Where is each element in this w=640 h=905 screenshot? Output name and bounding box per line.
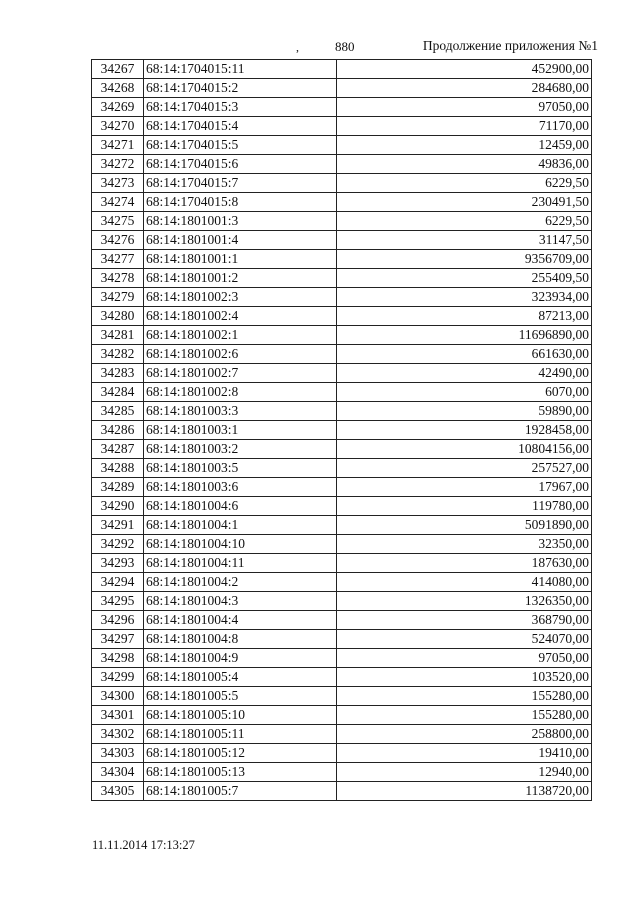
table-row <box>92 478 592 497</box>
row-number: 34300 <box>92 687 144 706</box>
row-number: 34291 <box>92 516 144 535</box>
cadastral-value: 1326350,00 <box>337 592 592 611</box>
table-row <box>92 630 592 649</box>
cadastral-number: 68:14:1801002:8 <box>144 383 337 402</box>
cadastral-number: 68:14:1801002:7 <box>144 364 337 383</box>
cadastral-value: 230491,50 <box>337 193 592 212</box>
row-number: 34285 <box>92 402 144 421</box>
table-row <box>92 136 592 155</box>
row-number: 34305 <box>92 782 144 801</box>
cadastral-number: 68:14:1801001:3 <box>144 212 337 231</box>
cadastral-number: 68:14:1704015:6 <box>144 155 337 174</box>
cadastral-number: 68:14:1801004:2 <box>144 573 337 592</box>
cadastral-number: 68:14:1801001:2 <box>144 269 337 288</box>
row-number: 34303 <box>92 744 144 763</box>
row-number: 34278 <box>92 269 144 288</box>
cadastral-number: 68:14:1801003:3 <box>144 402 337 421</box>
cadastral-value: 11696890,00 <box>337 326 592 345</box>
row-number: 34298 <box>92 649 144 668</box>
row-number: 34284 <box>92 383 144 402</box>
table-row <box>92 345 592 364</box>
table-row <box>92 326 592 345</box>
cadastral-number: 68:14:1801005:10 <box>144 706 337 725</box>
row-number: 34288 <box>92 459 144 478</box>
cadastral-number: 68:14:1801005:5 <box>144 687 337 706</box>
cadastral-value: 452900,00 <box>337 60 592 79</box>
table-row <box>92 535 592 554</box>
table-row <box>92 98 592 117</box>
table-row <box>92 174 592 193</box>
cadastral-value: 5091890,00 <box>337 516 592 535</box>
page-number: 880 <box>335 39 355 54</box>
table-row <box>92 269 592 288</box>
table-body <box>92 60 592 801</box>
cadastral-value: 284680,00 <box>337 79 592 98</box>
row-number: 34299 <box>92 668 144 687</box>
cadastral-number: 68:14:1801001:4 <box>144 231 337 250</box>
print-timestamp: 11.11.2014 17:13:27 <box>92 838 195 852</box>
cadastral-number: 68:14:1704015:5 <box>144 136 337 155</box>
cadastral-value: 10804156,00 <box>337 440 592 459</box>
cadastral-value: 6229,50 <box>337 174 592 193</box>
row-number: 34295 <box>92 592 144 611</box>
cadastral-number: 68:14:1801002:4 <box>144 307 337 326</box>
row-number: 34277 <box>92 250 144 269</box>
row-number: 34304 <box>92 763 144 782</box>
row-number: 34282 <box>92 345 144 364</box>
cadastral-value: 31147,50 <box>337 231 592 250</box>
row-number: 34287 <box>92 440 144 459</box>
row-number: 34267 <box>92 60 144 79</box>
table-row <box>92 193 592 212</box>
table-row <box>92 79 592 98</box>
cadastral-value: 368790,00 <box>337 611 592 630</box>
cadastral-number: 68:14:1704015:4 <box>144 117 337 136</box>
cadastral-value: 17967,00 <box>337 478 592 497</box>
table-row <box>92 611 592 630</box>
cadastral-number: 68:14:1801003:1 <box>144 421 337 440</box>
table-row <box>92 231 592 250</box>
cadastral-number: 68:14:1801005:12 <box>144 744 337 763</box>
cadastral-number: 68:14:1704015:7 <box>144 174 337 193</box>
table-row <box>92 60 592 79</box>
cadastral-number: 68:14:1801004:8 <box>144 630 337 649</box>
cadastral-value: 12940,00 <box>337 763 592 782</box>
row-number: 34292 <box>92 535 144 554</box>
cadastral-number: 68:14:1801003:5 <box>144 459 337 478</box>
table-row <box>92 212 592 231</box>
cadastral-value: 258800,00 <box>337 725 592 744</box>
cadastral-value: 6070,00 <box>337 383 592 402</box>
row-number: 34273 <box>92 174 144 193</box>
cadastral-value: 12459,00 <box>337 136 592 155</box>
cadastral-value: 155280,00 <box>337 687 592 706</box>
cadastral-number: 68:14:1801004:10 <box>144 535 337 554</box>
row-number: 34268 <box>92 79 144 98</box>
table-row <box>92 307 592 326</box>
table-row <box>92 117 592 136</box>
row-number: 34279 <box>92 288 144 307</box>
cadastral-number: 68:14:1704015:8 <box>144 193 337 212</box>
cadastral-value: 19410,00 <box>337 744 592 763</box>
cadastral-value: 32350,00 <box>337 535 592 554</box>
row-number: 34297 <box>92 630 144 649</box>
cadastral-value: 9356709,00 <box>337 250 592 269</box>
row-number: 34290 <box>92 497 144 516</box>
table-row <box>92 725 592 744</box>
row-number: 34275 <box>92 212 144 231</box>
cadastral-number: 68:14:1801002:1 <box>144 326 337 345</box>
cadastral-value: 103520,00 <box>337 668 592 687</box>
cadastral-value: 524070,00 <box>337 630 592 649</box>
cadastral-value: 71170,00 <box>337 117 592 136</box>
cadastral-number: 68:14:1801004:11 <box>144 554 337 573</box>
cadastral-number: 68:14:1801003:2 <box>144 440 337 459</box>
table-row <box>92 383 592 402</box>
row-number: 34270 <box>92 117 144 136</box>
row-number: 34294 <box>92 573 144 592</box>
cadastral-number: 68:14:1801005:4 <box>144 668 337 687</box>
cadastral-value: 49836,00 <box>337 155 592 174</box>
table-row <box>92 440 592 459</box>
row-number: 34269 <box>92 98 144 117</box>
cadastral-value-table <box>91 59 592 801</box>
row-number: 34274 <box>92 193 144 212</box>
cadastral-value: 87213,00 <box>337 307 592 326</box>
appendix-continuation-note: Продолжение приложения №1 <box>422 38 598 53</box>
cadastral-number: 68:14:1704015:3 <box>144 98 337 117</box>
row-number: 34286 <box>92 421 144 440</box>
table-row <box>92 250 592 269</box>
cadastral-number: 68:14:1801004:1 <box>144 516 337 535</box>
cadastral-value: 59890,00 <box>337 402 592 421</box>
table-row <box>92 288 592 307</box>
table-row <box>92 497 592 516</box>
cadastral-value: 187630,00 <box>337 554 592 573</box>
table-row <box>92 592 592 611</box>
row-number: 34271 <box>92 136 144 155</box>
row-number: 34302 <box>92 725 144 744</box>
table-row <box>92 706 592 725</box>
table-row <box>92 516 592 535</box>
row-number: 34281 <box>92 326 144 345</box>
cadastral-number: 68:14:1801005:7 <box>144 782 337 801</box>
cadastral-number: 68:14:1801003:6 <box>144 478 337 497</box>
table-row <box>92 364 592 383</box>
table-row <box>92 573 592 592</box>
row-number: 34293 <box>92 554 144 573</box>
table-row <box>92 668 592 687</box>
stray-mark: , <box>296 40 299 54</box>
table-row <box>92 554 592 573</box>
row-number: 34301 <box>92 706 144 725</box>
cadastral-value: 414080,00 <box>337 573 592 592</box>
cadastral-number: 68:14:1801005:13 <box>144 763 337 782</box>
row-number: 34296 <box>92 611 144 630</box>
cadastral-value: 97050,00 <box>337 649 592 668</box>
cadastral-value: 255409,50 <box>337 269 592 288</box>
cadastral-value: 1928458,00 <box>337 421 592 440</box>
cadastral-number: 68:14:1801002:3 <box>144 288 337 307</box>
cadastral-number: 68:14:1801002:6 <box>144 345 337 364</box>
table-row <box>92 421 592 440</box>
cadastral-value: 323934,00 <box>337 288 592 307</box>
table-row <box>92 459 592 478</box>
row-number: 34276 <box>92 231 144 250</box>
table-row <box>92 763 592 782</box>
cadastral-number: 68:14:1704015:11 <box>144 60 337 79</box>
cadastral-number: 68:14:1801004:6 <box>144 497 337 516</box>
cadastral-value: 257527,00 <box>337 459 592 478</box>
cadastral-value: 661630,00 <box>337 345 592 364</box>
row-number: 34283 <box>92 364 144 383</box>
cadastral-number: 68:14:1801004:9 <box>144 649 337 668</box>
cadastral-number: 68:14:1801005:11 <box>144 725 337 744</box>
cadastral-number: 68:14:1801004:3 <box>144 592 337 611</box>
cadastral-number: 68:14:1704015:2 <box>144 79 337 98</box>
row-number: 34272 <box>92 155 144 174</box>
table-row <box>92 649 592 668</box>
cadastral-value: 42490,00 <box>337 364 592 383</box>
cadastral-number: 68:14:1801004:4 <box>144 611 337 630</box>
cadastral-value: 6229,50 <box>337 212 592 231</box>
cadastral-value: 1138720,00 <box>337 782 592 801</box>
cadastral-value: 119780,00 <box>337 497 592 516</box>
table-row <box>92 782 592 801</box>
cadastral-value: 97050,00 <box>337 98 592 117</box>
table-row <box>92 402 592 421</box>
table-row <box>92 155 592 174</box>
table-row <box>92 744 592 763</box>
row-number: 34289 <box>92 478 144 497</box>
row-number: 34280 <box>92 307 144 326</box>
cadastral-value: 155280,00 <box>337 706 592 725</box>
table-row <box>92 687 592 706</box>
cadastral-number: 68:14:1801001:1 <box>144 250 337 269</box>
